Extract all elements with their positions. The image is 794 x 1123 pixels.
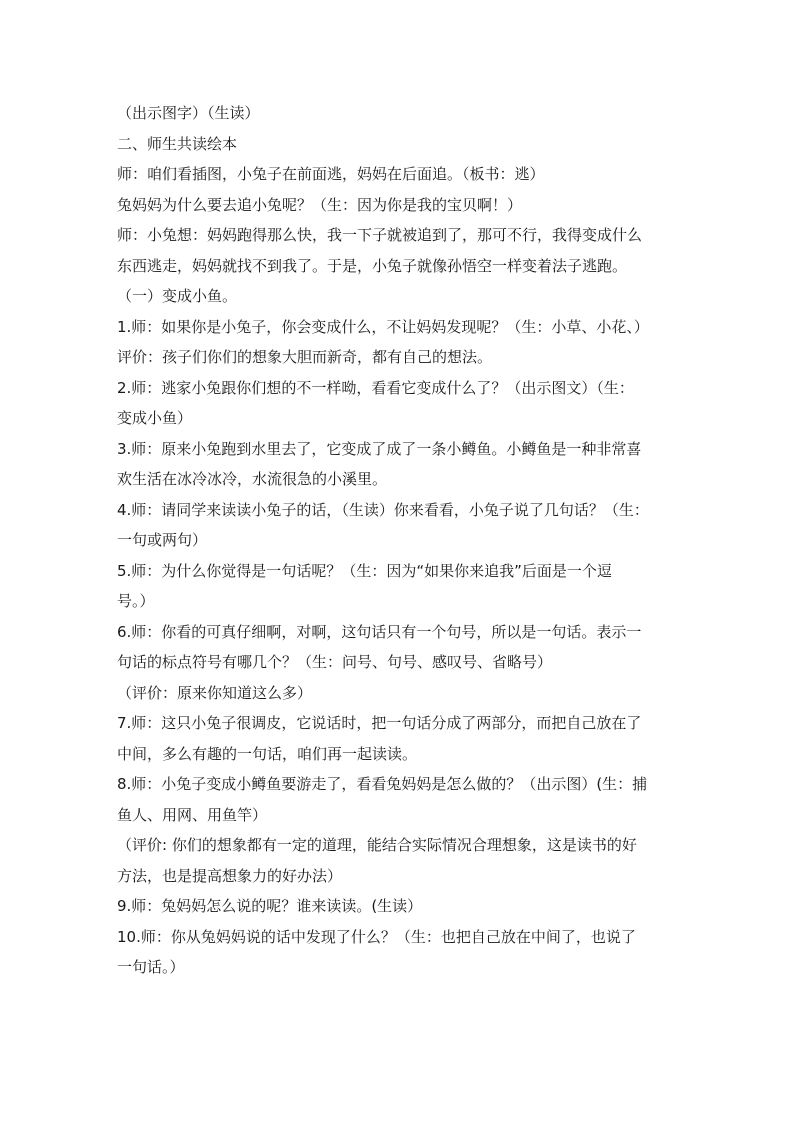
- text-line: 变成小鱼）: [117, 409, 193, 427]
- text-line: 6.师：你看的可真仔细啊，对啊，这句话只有一个句号，所以是一句话。表示一: [117, 622, 642, 641]
- text-line: （评价: 你们的想象都有一定的道理，能结合实际情况合理想象，这是读书的好: [117, 836, 637, 854]
- text-line: 兔妈妈为什么要去追小兔呢？（生：因为你是我的宝贝啊！）: [117, 195, 523, 214]
- text-line: 3.师：原来小兔跑到水里去了，它变成了成了一条小鳟鱼。小鳟鱼是一种非常喜: [117, 439, 642, 458]
- text-line: 句话的标点符号有哪几个？（生：问号、句号、感叹号、省略号）: [117, 653, 553, 671]
- text-line: 师：小兔想：妈妈跑得那么快，我一下子就被追到了，那可不行，我得变成什么: [117, 226, 643, 244]
- text-line: 方法，也是提高想象力的好办法）: [117, 866, 343, 885]
- text-line: 2.师：逃家小兔跟你们想的不一样呦，看看它变成什么了？（出示图文）（生：: [117, 378, 634, 397]
- text-line: 10.师：你从兔妈妈说的话中发现了什么？（生：也把自己放在中间了，也说了: [117, 927, 636, 946]
- text-line: 一句或两句）: [117, 531, 208, 549]
- text-line: 7.师：这只小兔子很调皮，它说话时，把一句话分成了两部分，而把自己放在了: [117, 714, 642, 732]
- document-body: [117, 98, 687, 983]
- text-line: 4.师：请同学来读读小兔子的话，（生读）你来看看，小兔子说了几句话？（生：: [117, 500, 649, 519]
- text-line: 9.师：兔妈妈怎么说的呢？谁来读读。(生读）: [117, 897, 423, 915]
- section-heading: 二、师生共读绘本: [117, 134, 238, 153]
- text-line: 8.师：小兔子变成小鳟鱼要游走了，看看兔妈妈是怎么做的？（出示图）(生：捕: [117, 775, 648, 793]
- text-line: 号。）: [117, 592, 155, 610]
- text-line: 中间，多么有趣的一句话，咱们再一起读读。: [117, 744, 418, 763]
- text-line: （评价：原来你知道这么多）: [117, 683, 313, 702]
- text-line: 评价：孩子们你们的想象大胆而新奇，都有自己的想法。: [117, 348, 493, 366]
- text-line: 1.师：如果你是小兔子，你会变成什么，不让妈妈发现呢？（生：小草、小花、）: [117, 317, 649, 336]
- text-line: 东西逃走，妈妈就找不到我了。于是，小兔子就像孙悟空一样变着法子逃跑。: [117, 256, 628, 275]
- text-line: 鱼人、用网、用鱼竿）: [117, 805, 268, 824]
- text-line: 5.师：为什么你觉得是一句话呢？（生：因为“如果你来追我”后面是一个逗: [117, 561, 612, 580]
- subsection-heading: （一）变成小鱼。: [117, 287, 238, 305]
- text-line: 一句话。）: [117, 958, 185, 976]
- text-line: 欢生活在冰冷冰冷，水流很急的小溪里。: [117, 470, 388, 488]
- text-line: （出示图字）（生读）: [117, 104, 260, 122]
- text-line: 师：咱们看插图，小兔子在前面逃，妈妈在后面追。（板书：逃）: [117, 165, 545, 183]
